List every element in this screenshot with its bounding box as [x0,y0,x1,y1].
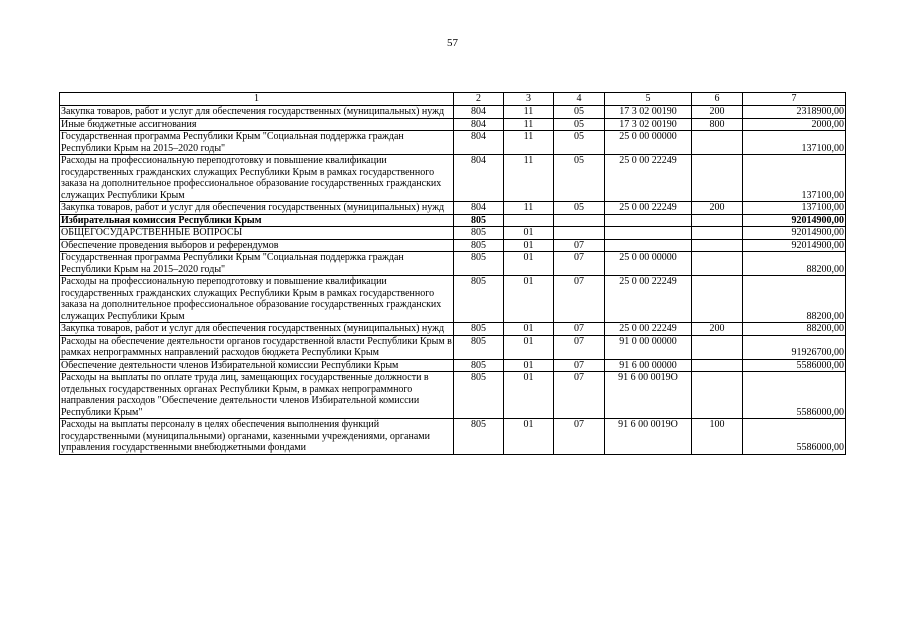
row-name-cell: Закупка товаров, работ и услуг для обеспечения государственных (муниципальных) нужд [60,106,454,119]
table-row [60,106,846,119]
row-csr-cell: 91 6 00 00000 [605,359,692,372]
row-csr-cell: 25 0 00 22249 [605,155,692,202]
budget-table [59,92,846,455]
row-rz-cell: 11 [504,202,554,215]
row-csr-cell: 91 0 00 00000 [605,335,692,359]
row-vr-cell [692,252,743,276]
row-ved-cell: 805 [454,252,504,276]
row-sum-cell: 2318900,00 [743,106,846,119]
row-vr-cell [692,239,743,252]
row-csr-cell: 17 3 02 00190 [605,106,692,119]
row-csr-cell: 91 6 00 0019О [605,419,692,455]
row-vr-cell [692,214,743,227]
row-rz-cell: 01 [504,239,554,252]
row-sum-cell: 2000,00 [743,118,846,131]
header-cell: 2 [454,93,504,106]
row-vr-cell [692,131,743,155]
row-vr-cell [692,227,743,240]
row-name-cell: Обеспечение проведения выборов и референдумов [60,239,454,252]
row-sum-cell: 92014900,00 [743,239,846,252]
row-pr-cell: 07 [554,323,605,336]
row-rz-cell: 01 [504,419,554,455]
row-vr-cell: 800 [692,118,743,131]
row-sum-cell: 5586000,00 [743,372,846,419]
row-vr-cell [692,335,743,359]
table-row [60,239,846,252]
row-ved-cell: 804 [454,131,504,155]
header-cell: 5 [605,93,692,106]
row-name-cell: Расходы на обеспечение деятельности органов государственной власти Республики Крым в рамках непрограммных направлений расходов бюджета Республики Крым [61,335,452,358]
row-vr-cell [692,276,743,323]
row-rz-cell: 11 [504,131,554,155]
header-cell: 7 [743,93,846,106]
table-row [60,419,846,455]
table-row [60,202,846,215]
row-ved-cell: 804 [454,118,504,131]
row-rz-cell: 01 [504,372,554,419]
table-row [60,359,846,372]
row-csr-cell: 17 3 02 00190 [605,118,692,131]
row-rz-cell: 01 [504,323,554,336]
table-row [60,372,846,419]
row-sum-cell: 88200,00 [743,323,846,336]
row-sum-cell: 88200,00 [743,252,846,276]
row-csr-cell: 25 0 00 22249 [605,276,692,323]
table-row [60,252,846,276]
row-sum-cell: 88200,00 [743,276,846,323]
table-row [60,323,846,336]
row-ved-cell: 805 [454,227,504,240]
row-ved-cell: 804 [454,155,504,202]
row-csr-cell: 25 0 00 22249 [605,323,692,336]
row-pr-cell: 05 [554,202,605,215]
row-ved-cell: 804 [454,106,504,119]
row-pr-cell: 05 [554,131,605,155]
table-row [60,335,846,359]
row-ved-cell: 805 [454,239,504,252]
row-pr-cell: 07 [554,239,605,252]
table-row [60,227,846,240]
table-header-row [60,93,846,106]
row-pr-cell: 07 [554,276,605,323]
row-rz-cell: 01 [504,335,554,359]
row-name-cell: Государственная программа Республики Крым "Социальная поддержка граждан Республики Крым на 2015–2020 годы" [60,131,454,155]
row-sum-cell: 137100,00 [743,131,846,155]
row-name-cell: Государственная программа Республики Крым "Социальная поддержка граждан Республики Крым на 2015–2020 годы" [60,252,454,276]
row-pr-cell: 07 [554,252,605,276]
row-vr-cell: 200 [692,202,743,215]
row-vr-cell [692,359,743,372]
row-sum-cell: 137100,00 [743,202,846,215]
row-name-cell: ОБЩЕГОСУДАРСТВЕННЫЕ ВОПРОСЫ [60,227,454,240]
row-pr-cell: 07 [554,372,605,419]
row-pr-cell [554,227,605,240]
header-cell: 6 [692,93,743,106]
row-rz-cell [504,214,554,227]
row-sum-cell: 5586000,00 [743,359,846,372]
row-ved-cell: 805 [454,335,504,359]
table-row [60,131,846,155]
row-name-cell: Расходы на выплаты по оплате труда лиц, замещающих государственные должности в отдельных государственных органах Республики Крым, в рамках непрограммного направления расходов "Обеспечение деятельности членов Избирательной комиссии Республики Крым" [60,372,454,419]
row-vr-cell [692,372,743,419]
row-csr-cell [605,214,692,227]
row-sum-cell: 137100,00 [743,155,846,202]
page-number: 57 [447,37,458,49]
row-rz-cell: 11 [504,155,554,202]
row-vr-cell: 100 [692,419,743,455]
table-row [60,214,846,227]
row-csr-cell [605,239,692,252]
row-name-cell: Закупка товаров, работ и услуг для обеспечения государственных (муниципальных) нужд [60,202,454,215]
row-pr-cell: 07 [554,359,605,372]
row-csr-cell: 25 0 00 00000 [605,252,692,276]
row-rz-cell: 01 [504,252,554,276]
row-vr-cell [692,155,743,202]
row-ved-cell: 805 [454,419,504,455]
row-name-cell: Расходы на выплаты персоналу в целях обеспечения выполнения функций государственными (муниципальными) органами, казенными учреждениями, органами управления государственными внебюджетными фондами [60,419,454,455]
row-sum-cell: 5586000,00 [743,419,846,455]
row-pr-cell: 05 [554,106,605,119]
row-name-cell: Иные бюджетные ассигнования [60,118,454,131]
row-ved-cell: 805 [454,372,504,419]
row-rz-cell: 01 [504,359,554,372]
row-name-cell: Расходы на профессиональную переподготовку и повышение квалификации государственных гражданских служащих Республики Крым в рамках государственного заказа на дополнительное профессиональное образование государственных гражданских служащих Республики Крым [60,276,454,323]
row-vr-cell: 200 [692,323,743,336]
header-cell: 1 [60,93,454,106]
row-vr-cell: 200 [692,106,743,119]
row-name-cell: Расходы на профессиональную переподготовку и повышение квалификации государственных гражданских служащих Республики Крым в рамках государственного заказа на дополнительное профессиональное образование государственных гражданских служащих Республики Крым [60,155,454,202]
row-name-cell: Избирательная комиссия Республики Крым [60,214,454,227]
row-pr-cell: 07 [554,335,605,359]
row-sum-cell: 91926700,00 [743,335,846,359]
table-row [60,118,846,131]
row-pr-cell [554,214,605,227]
header-cell: 3 [504,93,554,106]
row-csr-cell: 25 0 00 00000 [605,131,692,155]
row-ved-cell: 805 [454,323,504,336]
row-sum-cell: 92014900,00 [743,227,846,240]
table-row [60,155,846,202]
row-pr-cell: 07 [554,419,605,455]
row-rz-cell: 01 [504,276,554,323]
row-name-cell: Обеспечение деятельности членов Избирательной комиссии Республики Крым [60,359,454,372]
row-rz-cell: 11 [504,118,554,131]
row-pr-cell: 05 [554,155,605,202]
row-rz-cell: 01 [504,227,554,240]
table-row [60,276,846,323]
header-cell: 4 [554,93,605,106]
row-name-cell: Закупка товаров, работ и услуг для обеспечения государственных (муниципальных) нужд [60,323,454,336]
row-sum-cell: 92014900,00 [743,214,846,227]
row-csr-cell: 25 0 00 22249 [605,202,692,215]
row-ved-cell: 805 [454,214,504,227]
row-csr-cell: 91 6 00 0019О [605,372,692,419]
row-pr-cell: 05 [554,118,605,131]
row-rz-cell: 11 [504,106,554,119]
row-ved-cell: 804 [454,202,504,215]
row-ved-cell: 805 [454,359,504,372]
row-ved-cell: 805 [454,276,504,323]
row-csr-cell [605,227,692,240]
